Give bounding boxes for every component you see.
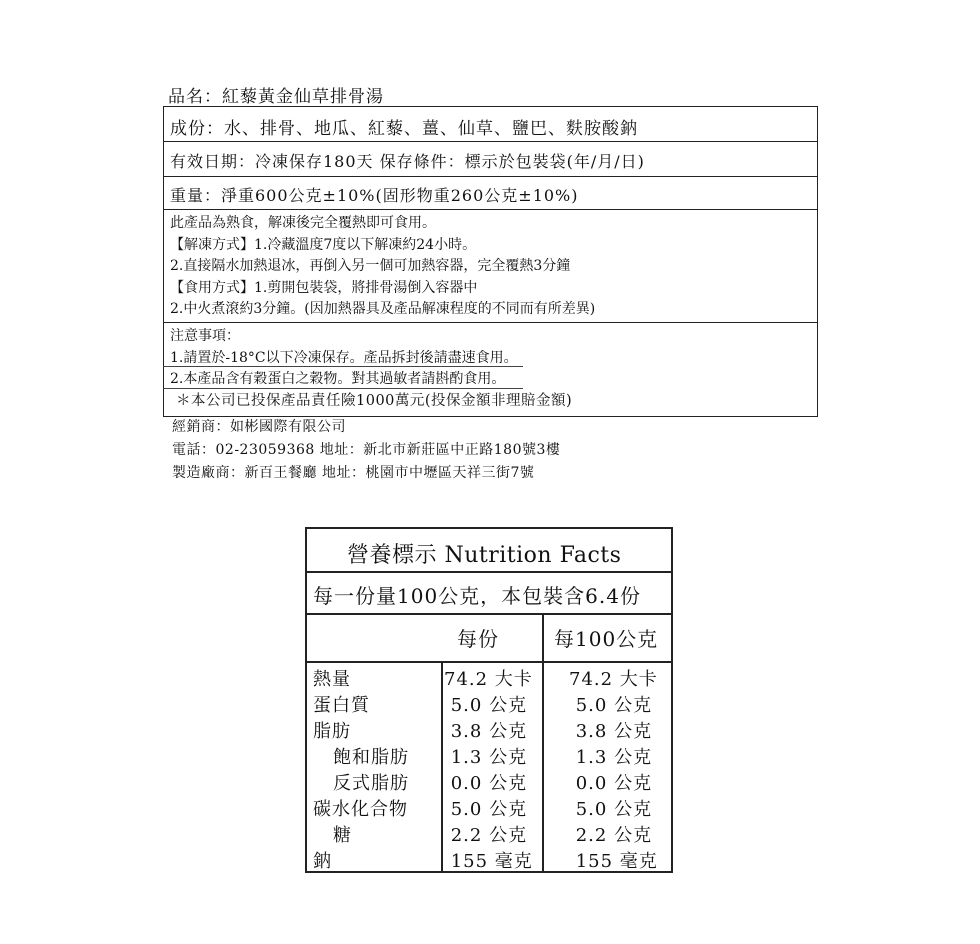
nutrient-name: 鈉 (313, 851, 332, 872)
nutrient-row (307, 717, 671, 743)
nutrition-title: 營養標示 Nutrition Facts (307, 529, 671, 573)
nutrient-per-100g: 5.0 公克 (569, 695, 653, 716)
nutrient-per-serving: 2.2 公克 (444, 825, 528, 846)
nutrient-per-serving: 1.3 公克 (444, 747, 528, 768)
nutrient-name: 糖 (333, 825, 352, 846)
manufacturer: 製造廠商：新百王餐廳 地址：桃園市中壢區天祥三街7號 (172, 465, 535, 481)
notes-line: 1.請置於-18°C以下冷凍保存。產品拆封後請盡速食用。 (170, 349, 518, 366)
nutrient-name: 熱量 (313, 669, 351, 690)
nutrient-per-100g: 3.8 公克 (569, 721, 653, 742)
nutrient-row (307, 847, 671, 873)
nutrient-name: 飽和脂肪 (333, 747, 409, 768)
serving-size: 每一份量100公克，本包裝含6.4份 (307, 571, 671, 615)
nutrient-per-serving: 5.0 公克 (444, 799, 528, 820)
nutrient-name: 反式脂肪 (333, 773, 409, 794)
expiry-box (163, 141, 818, 177)
insurance-text: ＊本公司已投保產品責任險1000萬元(投保金額非理賠金額) (176, 393, 573, 409)
prep-line: 2.中火煮滾約3分鐘。(因加熱器具及產品解凍程度的不同而有所差異) (170, 301, 596, 318)
nutrient-row (307, 821, 671, 847)
distributor: 經銷商：如彬國際有限公司 (172, 419, 346, 435)
nutrient-row (307, 795, 671, 821)
nutrition-facts-table (305, 527, 673, 873)
nutrient-per-100g: 0.0 公克 (569, 773, 653, 794)
nutrient-per-100g: 74.2 大卡 (569, 669, 658, 690)
col-per-serving: 每份 (457, 627, 499, 651)
divider (163, 388, 523, 389)
nutrient-per-serving: 0.0 公克 (444, 773, 528, 794)
nutrient-per-serving: 5.0 公克 (444, 695, 528, 716)
nutrient-per-100g: 2.2 公克 (569, 825, 653, 846)
nutrient-name: 蛋白質 (313, 695, 370, 716)
notes-line: 2.本產品含有穀蛋白之穀物。對其過敏者請斟酌食用。 (170, 371, 506, 388)
nutrient-name: 脂肪 (313, 721, 351, 742)
nutrient-per-100g: 155 毫克 (569, 851, 658, 872)
col-per-100g: 每100公克 (554, 627, 659, 651)
phone-address: 電話：02-23059368 地址：新北市新莊區中正路180號3樓 (172, 442, 561, 458)
nutrition-header-row (307, 613, 671, 663)
nutrient-per-100g: 1.3 公克 (569, 747, 653, 768)
prep-line: 2.直接隔水加熱退冰，再倒入另一個可加熱容器，完全覆熱3分鐘 (170, 258, 571, 275)
ingredients-box (163, 106, 818, 142)
nutrient-per-serving: 74.2 大卡 (444, 669, 533, 690)
notes-heading: 注意事項： (170, 328, 240, 344)
nutrient-per-100g: 5.0 公克 (569, 799, 653, 820)
nutrient-row (307, 743, 671, 769)
preparation-box (163, 209, 818, 323)
divider (163, 366, 523, 367)
nutrient-name: 碳水化合物 (313, 799, 408, 820)
prep-line: 【解凍方式】1.冷藏溫度7度以下解凍約24小時。 (170, 236, 477, 253)
nutrient-row (307, 691, 671, 717)
nutrient-per-serving: 155 毫克 (444, 851, 533, 872)
prep-line: 【食用方式】1.剪開包裝袋，將排骨湯倒入容器中 (170, 279, 478, 296)
nutrient-per-serving: 3.8 公克 (444, 721, 528, 742)
expiry-text: 有效日期：冷凍保存180天 保存條件：標示於包裝袋(年/月/日) (170, 152, 645, 171)
nutrient-row (307, 769, 671, 795)
nutrient-row (307, 665, 671, 691)
product-name: 品名：紅藜黃金仙草排骨湯 (168, 87, 384, 107)
ingredients-text: 成份：水、排骨、地瓜、紅藜、薑、仙草、鹽巴、麩胺酸鈉 (170, 119, 638, 139)
prep-line: 此產品為熟食，解凍後完全覆熱即可食用。 (170, 215, 436, 231)
weight-text: 重量：淨重600公克±10%(固形物重260公克±10%) (170, 186, 579, 205)
notes-box (163, 322, 818, 417)
weight-box (163, 176, 818, 210)
